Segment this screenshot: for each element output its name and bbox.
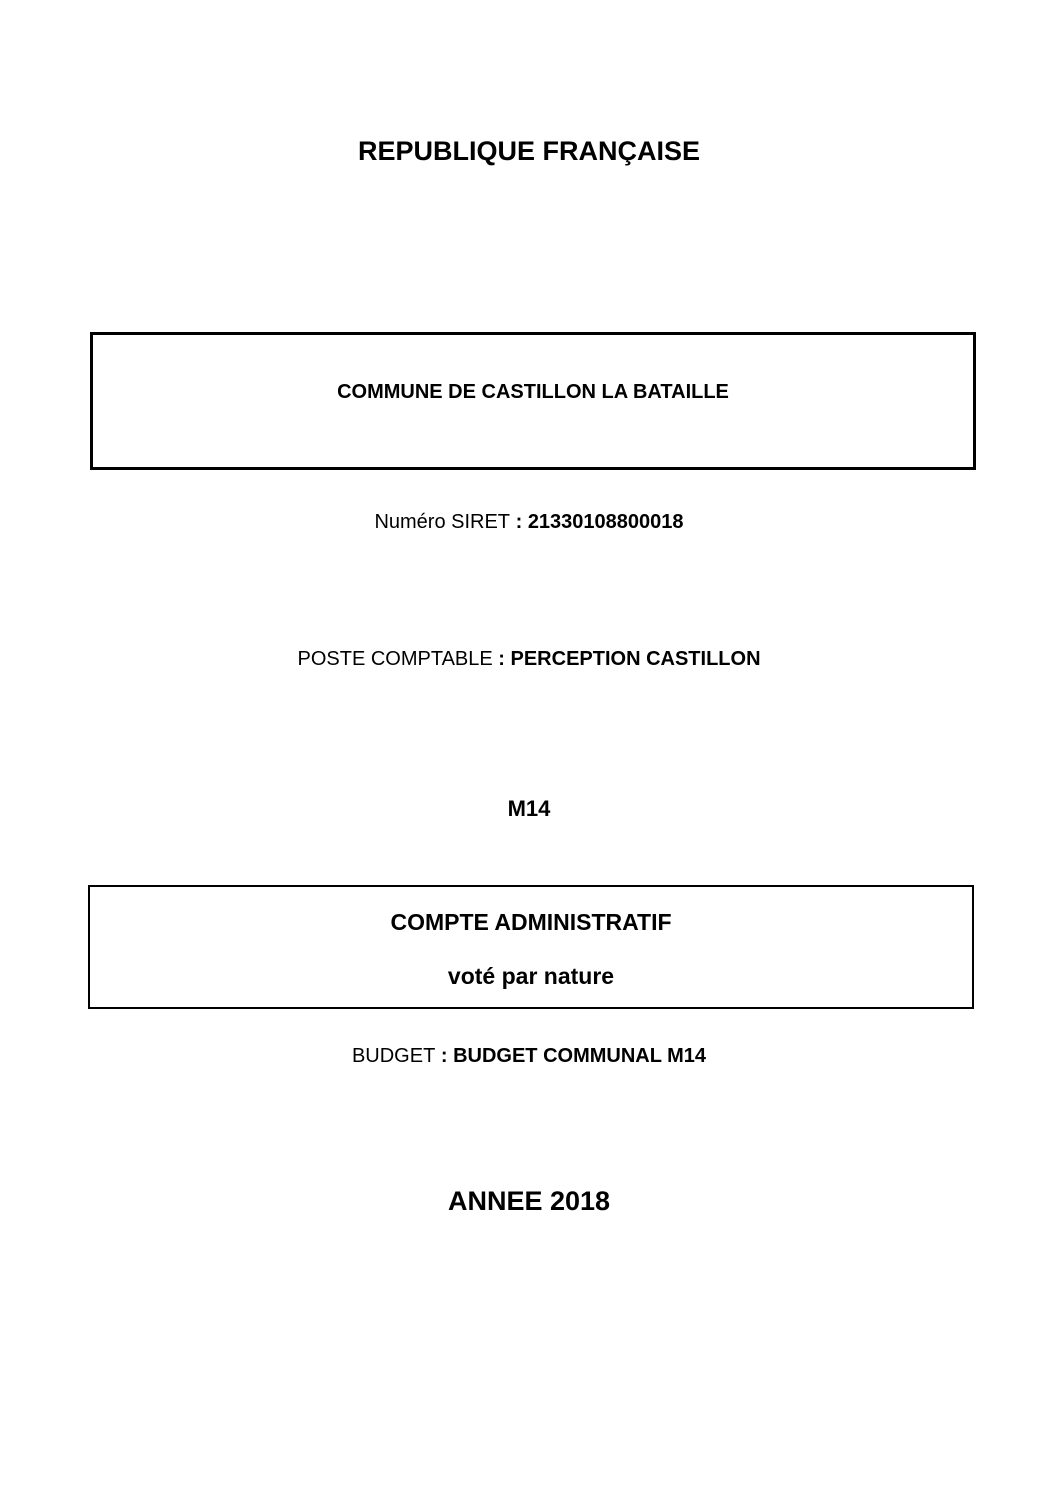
compte-title: COMPTE ADMINISTRATIF xyxy=(390,909,672,935)
year-label: ANNEE 2018 xyxy=(447,1186,611,1216)
commune-name: COMMUNE DE CASTILLON LA BATAILLE xyxy=(337,381,729,403)
budget-value: BUDGET COMMUNAL M14 xyxy=(453,1045,707,1067)
budget-label: BUDGET xyxy=(351,1045,436,1067)
poste-comptable-line xyxy=(0,648,1058,671)
poste-label: POSTE COMPTABLE xyxy=(297,648,493,670)
siret-line xyxy=(0,511,1058,534)
nomenclature-label: M14 xyxy=(507,796,551,821)
poste-separator: : xyxy=(492,648,511,670)
page-title: REPUBLIQUE FRANÇAISE xyxy=(357,136,701,166)
siret-label: Numéro SIRET xyxy=(374,511,511,533)
commune-box xyxy=(90,332,976,470)
compte-box xyxy=(88,885,974,1009)
poste-value: PERCEPTION CASTILLON xyxy=(510,648,761,670)
budget-separator: : xyxy=(435,1045,454,1067)
siret-separator: : xyxy=(510,511,528,533)
budget-line xyxy=(0,1045,1058,1068)
siret-value: 21330108800018 xyxy=(527,511,684,533)
compte-subtitle: voté par nature xyxy=(447,963,615,989)
